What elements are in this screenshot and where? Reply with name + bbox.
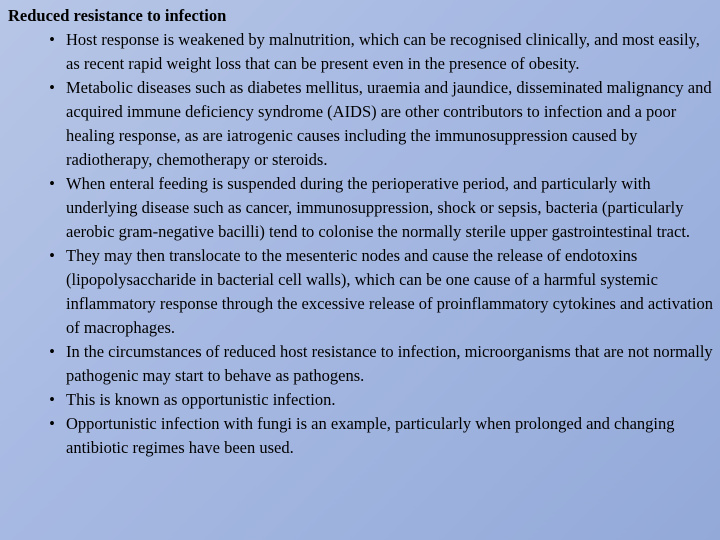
bullet-text: Metabolic diseases such as diabetes mellitus, uraemia and jaundice, disseminated malignancy and acquired immune deficiency syndrome (AIDS) are other contributors to infection and a poor healing response, as are iatrogenic causes including the immunosuppression caused by radiotherapy, chemotherapy or steroids. (66, 78, 712, 169)
bullet-item (6, 172, 714, 244)
bullet-text: Host response is weakened by malnutrition, which can be recognised clinically, and most easily, as recent rapid weight loss that can be present even in the presence of obesity. (66, 30, 700, 73)
bullet-text: In the circumstances of reduced host resistance to infection, microorganisms that are not normally pathogenic may start to behave as pathogens. (66, 342, 713, 385)
bullet-dot-icon: • (49, 414, 55, 433)
bullet-item (6, 244, 714, 340)
bullet-dot-icon: • (49, 30, 55, 49)
bullet-dot-icon: • (49, 246, 55, 265)
bullet-list (6, 28, 714, 460)
bullet-text: Opportunistic infection with fungi is an example, particularly when prolonged and changing antibiotic regimes have been used. (66, 414, 675, 457)
bullet-item (6, 388, 714, 412)
bullet-item (6, 340, 714, 388)
bullet-item (6, 412, 714, 460)
bullet-dot-icon: • (49, 78, 55, 97)
bullet-item (6, 28, 714, 76)
bullet-text: They may then translocate to the mesenteric nodes and cause the release of endotoxins (lipopolysaccharide in bacterial cell walls), which can be one cause of a harmful systemic inflammatory response through the excessive release of proinflammatory cytokines and activation of macrophages. (66, 246, 713, 337)
bullet-dot-icon: • (49, 390, 55, 409)
bullet-dot-icon: • (49, 174, 55, 193)
bullet-dot-icon: • (49, 342, 55, 361)
bullet-text: When enteral feeding is suspended during the perioperative period, and particularly with underlying disease such as cancer, immunosuppression, shock or sepsis, bacteria (particularly aerobic gram-negative bacilli) tend to colonise the normally sterile upper gastrointestinal tract. (66, 174, 691, 241)
slide-title: Reduced resistance to infection (8, 6, 227, 25)
bullet-item (6, 76, 714, 172)
bullet-text: This is known as opportunistic infection. (66, 390, 336, 409)
